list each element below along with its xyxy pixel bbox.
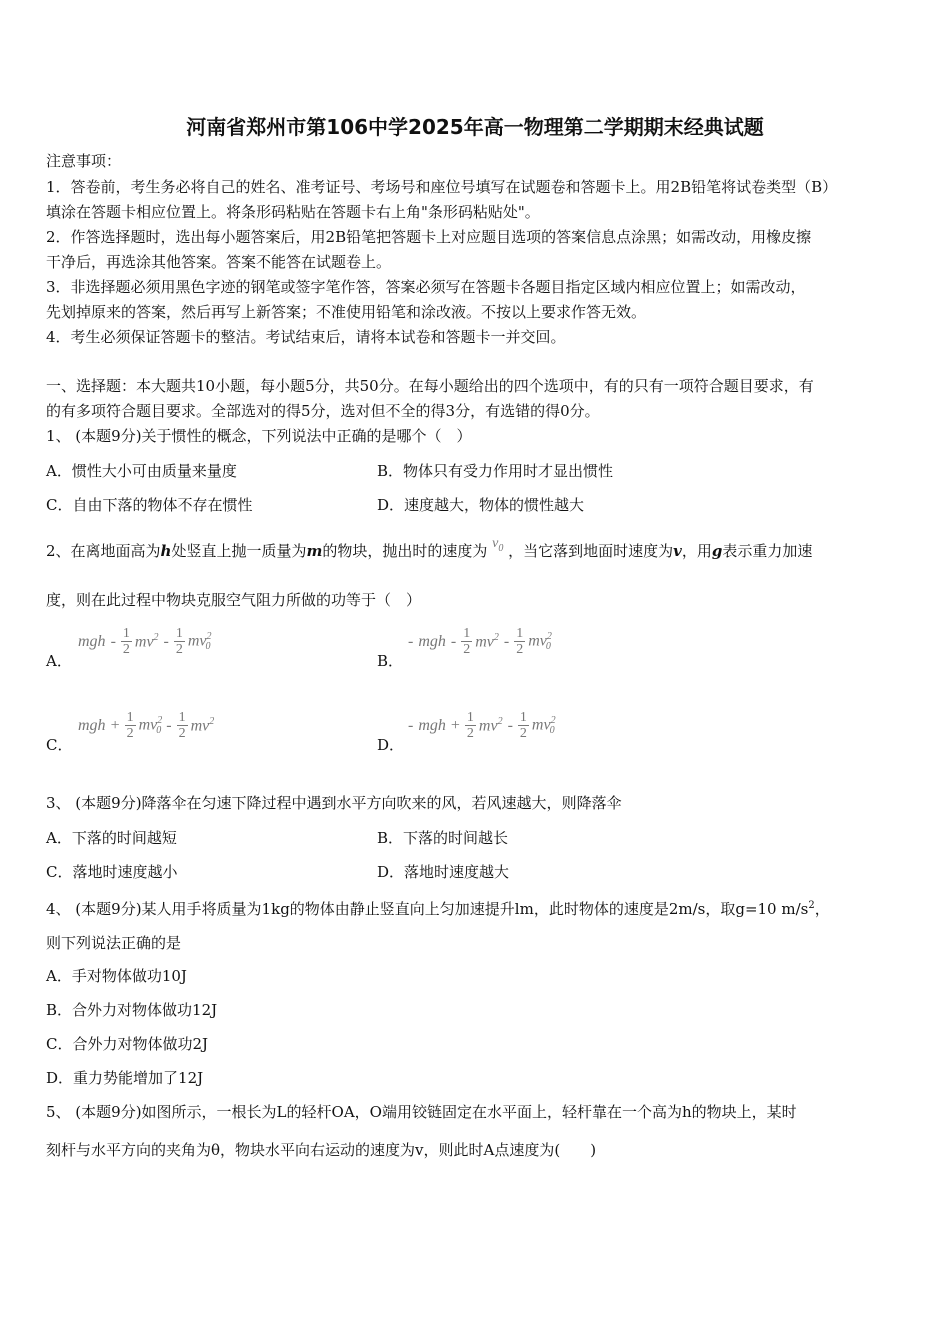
q3-option-a: A．下落的时间越短 — [46, 829, 177, 847]
q2-option-a-formula: mgh - $\frac{1}{2}$ $mv^2$ - $\frac{1}{2}$ $mv^2_0$ — [78, 626, 212, 657]
q3-option-d: D．落地时速度越大 — [377, 863, 510, 881]
q1-option-a: A．惯性大小可由质量来量度 — [46, 462, 237, 480]
q3-option-c: C．落地时速度越小 — [46, 863, 178, 881]
q1-option-b: B．物体只有受力作用时才显出惯性 — [377, 462, 614, 480]
var-h: h — [160, 542, 172, 560]
notice-line-1: 1．答卷前，考生务必将自己的姓名、准考证号、考场号和座位号填写在试题卷和答题卡上。用2B铅笔将试卷类型（B） — [46, 178, 838, 196]
notice-line-4: 干净后，再选涂其他答案。答案不能答在试题卷上。 — [46, 253, 392, 271]
q2-stem-text: ，当它落到地面时速度为 — [508, 542, 674, 560]
q2-stem-text: 表示重力加速 — [722, 542, 813, 560]
q2-option-b-label: B． — [377, 652, 404, 670]
var-m: m — [306, 542, 323, 560]
q4-option-c: C．合外力对物体做功2J — [46, 1035, 209, 1053]
notice-line-6: 先划掉原来的答案，然后再写上新答案；不准使用铅笔和涂改液。不按以上要求作答无效。 — [46, 303, 647, 321]
q2-option-d-label: D． — [377, 736, 405, 754]
q2-stem-text: 的物块，抛出时的速度为 — [322, 542, 488, 560]
q4-stem-line-1: 4、 (本题9分)某人用手将质量为1kg的物体由静止竖直向上匀加速提升lm，此时物体的速度是2m/s，取g=10 $m/s^2$， — [46, 900, 830, 918]
q2-option-d-formula: - mgh + $\frac{1}{2}$ $mv^2$ - $\frac{1}{2}$ $mv^2_0$ — [408, 710, 556, 741]
q4-stem-line-2: 则下列说法正确的是 — [46, 934, 182, 952]
q2-option-c-formula: mgh + $\frac{1}{2}$ $mv^2_0$ - $\frac{1}{2}$ $mv^2$ — [78, 710, 215, 741]
notice-line-2: 填涂在答题卡相应位置上。将条形码粘贴在答题卡右上角"条形码粘贴处"。 — [46, 203, 540, 221]
q4-option-b: B．合外力对物体做功12J — [46, 1001, 218, 1019]
q2-stem-line-2: 度，则在此过程中物块克服空气阻力所做的功等于（ ） — [46, 591, 422, 609]
q2-stem-text: ，用 — [681, 542, 712, 560]
q2-option-c-label: C． — [46, 736, 73, 754]
notice-line-3: 2．作答选择题时，选出每小题答案后，用2B铅笔把答题卡上对应题目选项的答案信息点涂黑；如需改动，用橡皮擦 — [46, 228, 812, 246]
q1-stem: 1、 (本题9分)关于惯性的概念，下列说法中正确的是哪个（ ） — [46, 427, 472, 445]
q2-option-b-formula: - mgh - $\frac{1}{2}$ $mv^2$ - $\frac{1}{2}$ $mv^2_0$ — [408, 626, 552, 657]
var-v0: $v_0$ — [492, 536, 504, 554]
q1-option-d: D．速度越大，物体的惯性越大 — [377, 496, 585, 514]
section-line-2: 的有多项符合题目要求。全部选对的得5分，选对但不全的得3分，有选错的得0分。 — [46, 402, 600, 420]
q2-stem-text: 处竖直上抛一质量为 — [171, 542, 307, 560]
q3-stem: 3、 (本题9分)降落伞在匀速下降过程中遇到水平方向吹来的风，若风速越大，则降落伞 — [46, 794, 622, 812]
notice-line-7: 4．考生必须保证答题卡的整洁。考试结束后，请将本试卷和答题卡一并交回。 — [46, 328, 566, 346]
q2-option-a-label: A． — [46, 652, 72, 670]
q5-stem-line-2: 刻杆与水平方向的夹角为θ，物块水平向右运动的速度为v，则此时A点速度为( ) — [46, 1141, 597, 1159]
section-line-1: 一、选择题：本大题共10小题，每小题5分，共50分。在每小题给出的四个选项中，有的只有一项符合题目要求，有 — [46, 377, 814, 395]
var-v: v — [673, 542, 682, 560]
q4-option-a: A．手对物体做功10J — [46, 967, 187, 985]
q2-stem-line-1 — [46, 536, 813, 568]
q2-stem-text: 2、在离地面高为 — [46, 542, 161, 560]
notice-heading: 注意事项： — [46, 152, 122, 170]
var-g: g — [711, 542, 723, 560]
q3-option-b: B．下落的时间越长 — [377, 829, 509, 847]
notice-line-5: 3．非选择题必须用黑色字迹的钢笔或签字笔作答，答案必须写在答题卡各题目指定区域内相应位置上；如需改动， — [46, 278, 806, 296]
q5-stem-line-1: 5、 (本题9分)如图所示，一根长为L的轻杆OA，O端用铰链固定在水平面上，轻杆靠在一个高为h的物块上，某时 — [46, 1103, 797, 1121]
page-title: 河南省郑州市第106中学2025年高一物理第二学期期末经典试题 — [186, 115, 764, 139]
q1-option-c: C．自由下落的物体不存在惯性 — [46, 496, 253, 514]
q4-option-d: D．重力势能增加了12J — [46, 1069, 204, 1087]
